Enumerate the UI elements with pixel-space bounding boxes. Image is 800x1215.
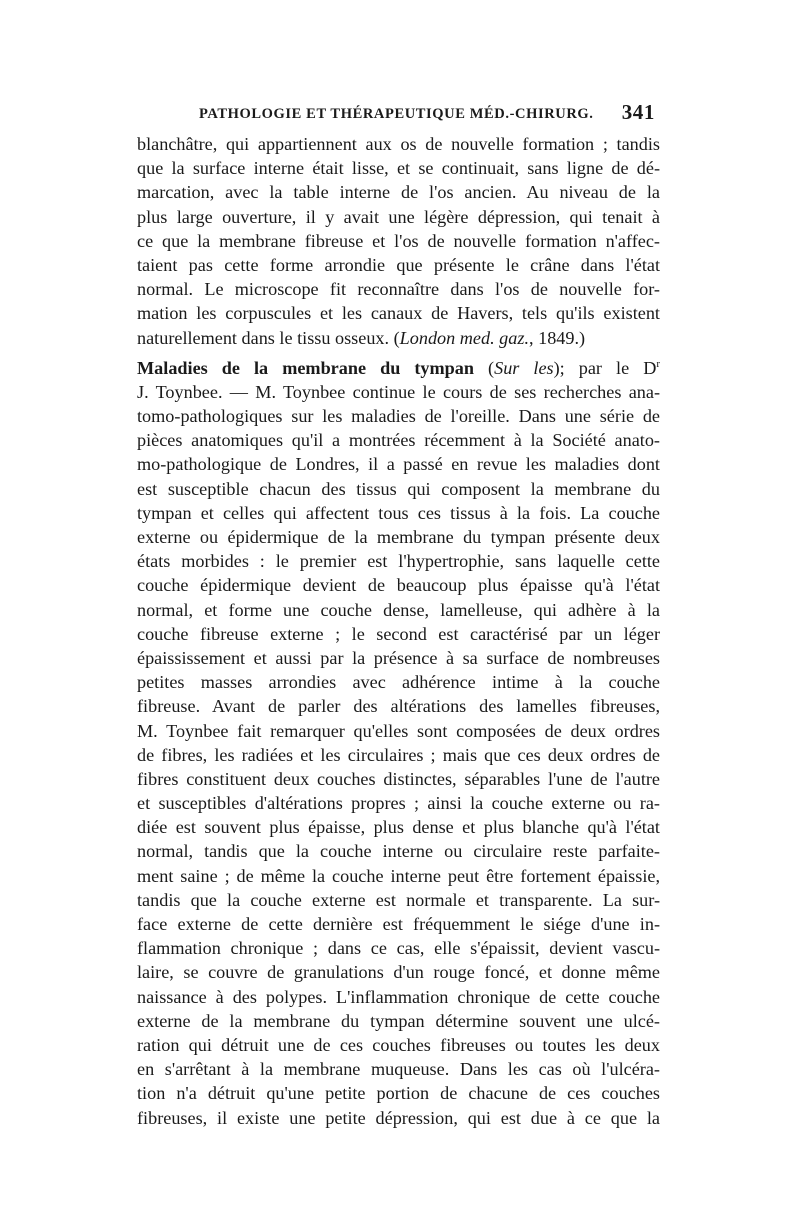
text-line: petites masses arrondies avec adhérence intime à la couche (137, 672, 660, 693)
text-line: en s'arrêtant à la membrane muqueuse. Dans les cas où l'ulcéra- (137, 1059, 660, 1080)
text-line: que la surface interne était lisse, et se continuait, sans ligne de dé- (137, 158, 660, 179)
citation-year: , 1849.) (529, 327, 586, 348)
text-line: externe de la membrane du tympan détermine souvent une ulcé- (137, 1010, 660, 1031)
document-page (137, 100, 660, 1130)
text-line: fibreuses, il existe une petite dépression, qui est due à ce que la (137, 1107, 660, 1128)
text-line: laire, se couvre de granulations d'un rouge foncé, et donne même (137, 962, 660, 983)
text-line: mation les corpuscules et les canaux de Havers, tels qu'ils existent (137, 303, 660, 324)
text-line: couche fibreuse externe ; le second est caractérisé par un léger (137, 623, 660, 644)
paragraph-2 (137, 356, 660, 1130)
section-heading: Maladies de la membrane du tympan (137, 357, 474, 378)
text-line: tomo-pathologiques sur les maladies de l'oreille. Dans une série de (137, 406, 660, 427)
text-line: tion n'a détruit qu'une petite portion de chacune de ces couches (137, 1083, 660, 1104)
heading-paren-open: ( (473, 357, 495, 378)
text-line: normal, et forme une couche dense, lamelleuse, qui adhère à la (137, 599, 660, 620)
text-line: J. Toynbee. — M. Toynbee continue le cours de ses recherches ana- (137, 381, 660, 402)
running-head (137, 100, 660, 132)
text-line: normal, tandis que la couche interne ou circulaire reste parfaite- (137, 841, 660, 862)
text-line: blanchâtre, qui appartiennent aux os de nouvelle formation ; tandis (137, 134, 660, 154)
text-line: mo-pathologique de Londres, il a passé en revue les maladies dont (137, 454, 660, 475)
paragraph-1 (137, 132, 660, 350)
heading-author-prefix: ); par le D (553, 357, 657, 378)
text-line: pièces anatomiques qu'il a montrées récemment à la Société anato- (137, 430, 660, 451)
text-line: ration qui détruit une de ces couches fibreuses ou toutes les deux (137, 1034, 660, 1055)
text-line: naissance à des polypes. L'inflammation chronique de cette couche (137, 986, 660, 1007)
text-line: et susceptibles d'altérations propres ; ainsi la couche externe ou ra- (137, 793, 660, 814)
text-line: fibreuse. Avant de parler des altérations des lamelles fibreuses, (137, 696, 660, 717)
citation-prefix: naturellement dans le tissu osseux. ( (137, 327, 400, 348)
text-line: plus large ouverture, il y avait une légère dépression, qui tenait à (137, 206, 660, 227)
text-line: externe ou épidermique de la membrane du tympan présente deux (137, 527, 660, 547)
text-line-citation (137, 326, 660, 350)
text-line: fibres constituent deux couches distinctes, séparables l'une de l'autre (137, 768, 660, 789)
page-number: 341 (621, 100, 655, 124)
text-line: diée est souvent plus épaisse, plus dense et plus blanche qu'à l'état (137, 817, 660, 838)
citation-journal: London med. gaz. (399, 327, 529, 348)
text-line: épaississement et aussi par la présence à sa surface de nombreuses (137, 647, 660, 668)
text-line: ce que la membrane fibreuse et l'os de nouvelle formation n'affec- (137, 230, 660, 251)
text-line: tandis que la couche externe est normale et transparente. La sur- (137, 889, 660, 910)
text-line: de fibres, les radiées et les circulaires ; mais que ces deux ordres de (137, 744, 660, 765)
heading-superscript: r (656, 357, 661, 370)
text-line: tympan et celles qui affectent tous ces tissus à la fois. La couche (137, 502, 660, 523)
text-line: face externe de cette dernière est fréquemment le siége d'une in- (137, 914, 660, 934)
heading-italic: Sur les (494, 357, 554, 378)
text-line: taient pas cette forme arrondie que présente le crâne dans l'état (137, 254, 660, 275)
text-line: couche épidermique devient de beaucoup plus épaisse qu'à l'état (137, 575, 660, 596)
text-line: états morbides : le premier est l'hypertrophie, sans laquelle cette (137, 551, 660, 572)
text-line: flammation chronique ; dans ce cas, elle s'épaissit, devient vascu- (137, 938, 660, 959)
text-line: marcation, avec la table interne de l'os ancien. Au niveau de la (137, 182, 660, 203)
text-line: M. Toynbee fait remarquer qu'elles sont composées de deux ordres (137, 720, 660, 741)
paragraph-2-heading-line (137, 356, 660, 380)
running-head-title: PATHOLOGIE ET THÉRAPEUTIQUE MÉD.-CHIRURG. (199, 106, 594, 122)
text-line: normal. Le microscope fit reconnaître dans l'os de nouvelle for- (137, 279, 660, 300)
text-line: est susceptible chacun des tissus qui composent la membrane du (137, 478, 660, 499)
text-line: ment saine ; de même la couche interne peut être fortement épaissie, (137, 865, 660, 886)
